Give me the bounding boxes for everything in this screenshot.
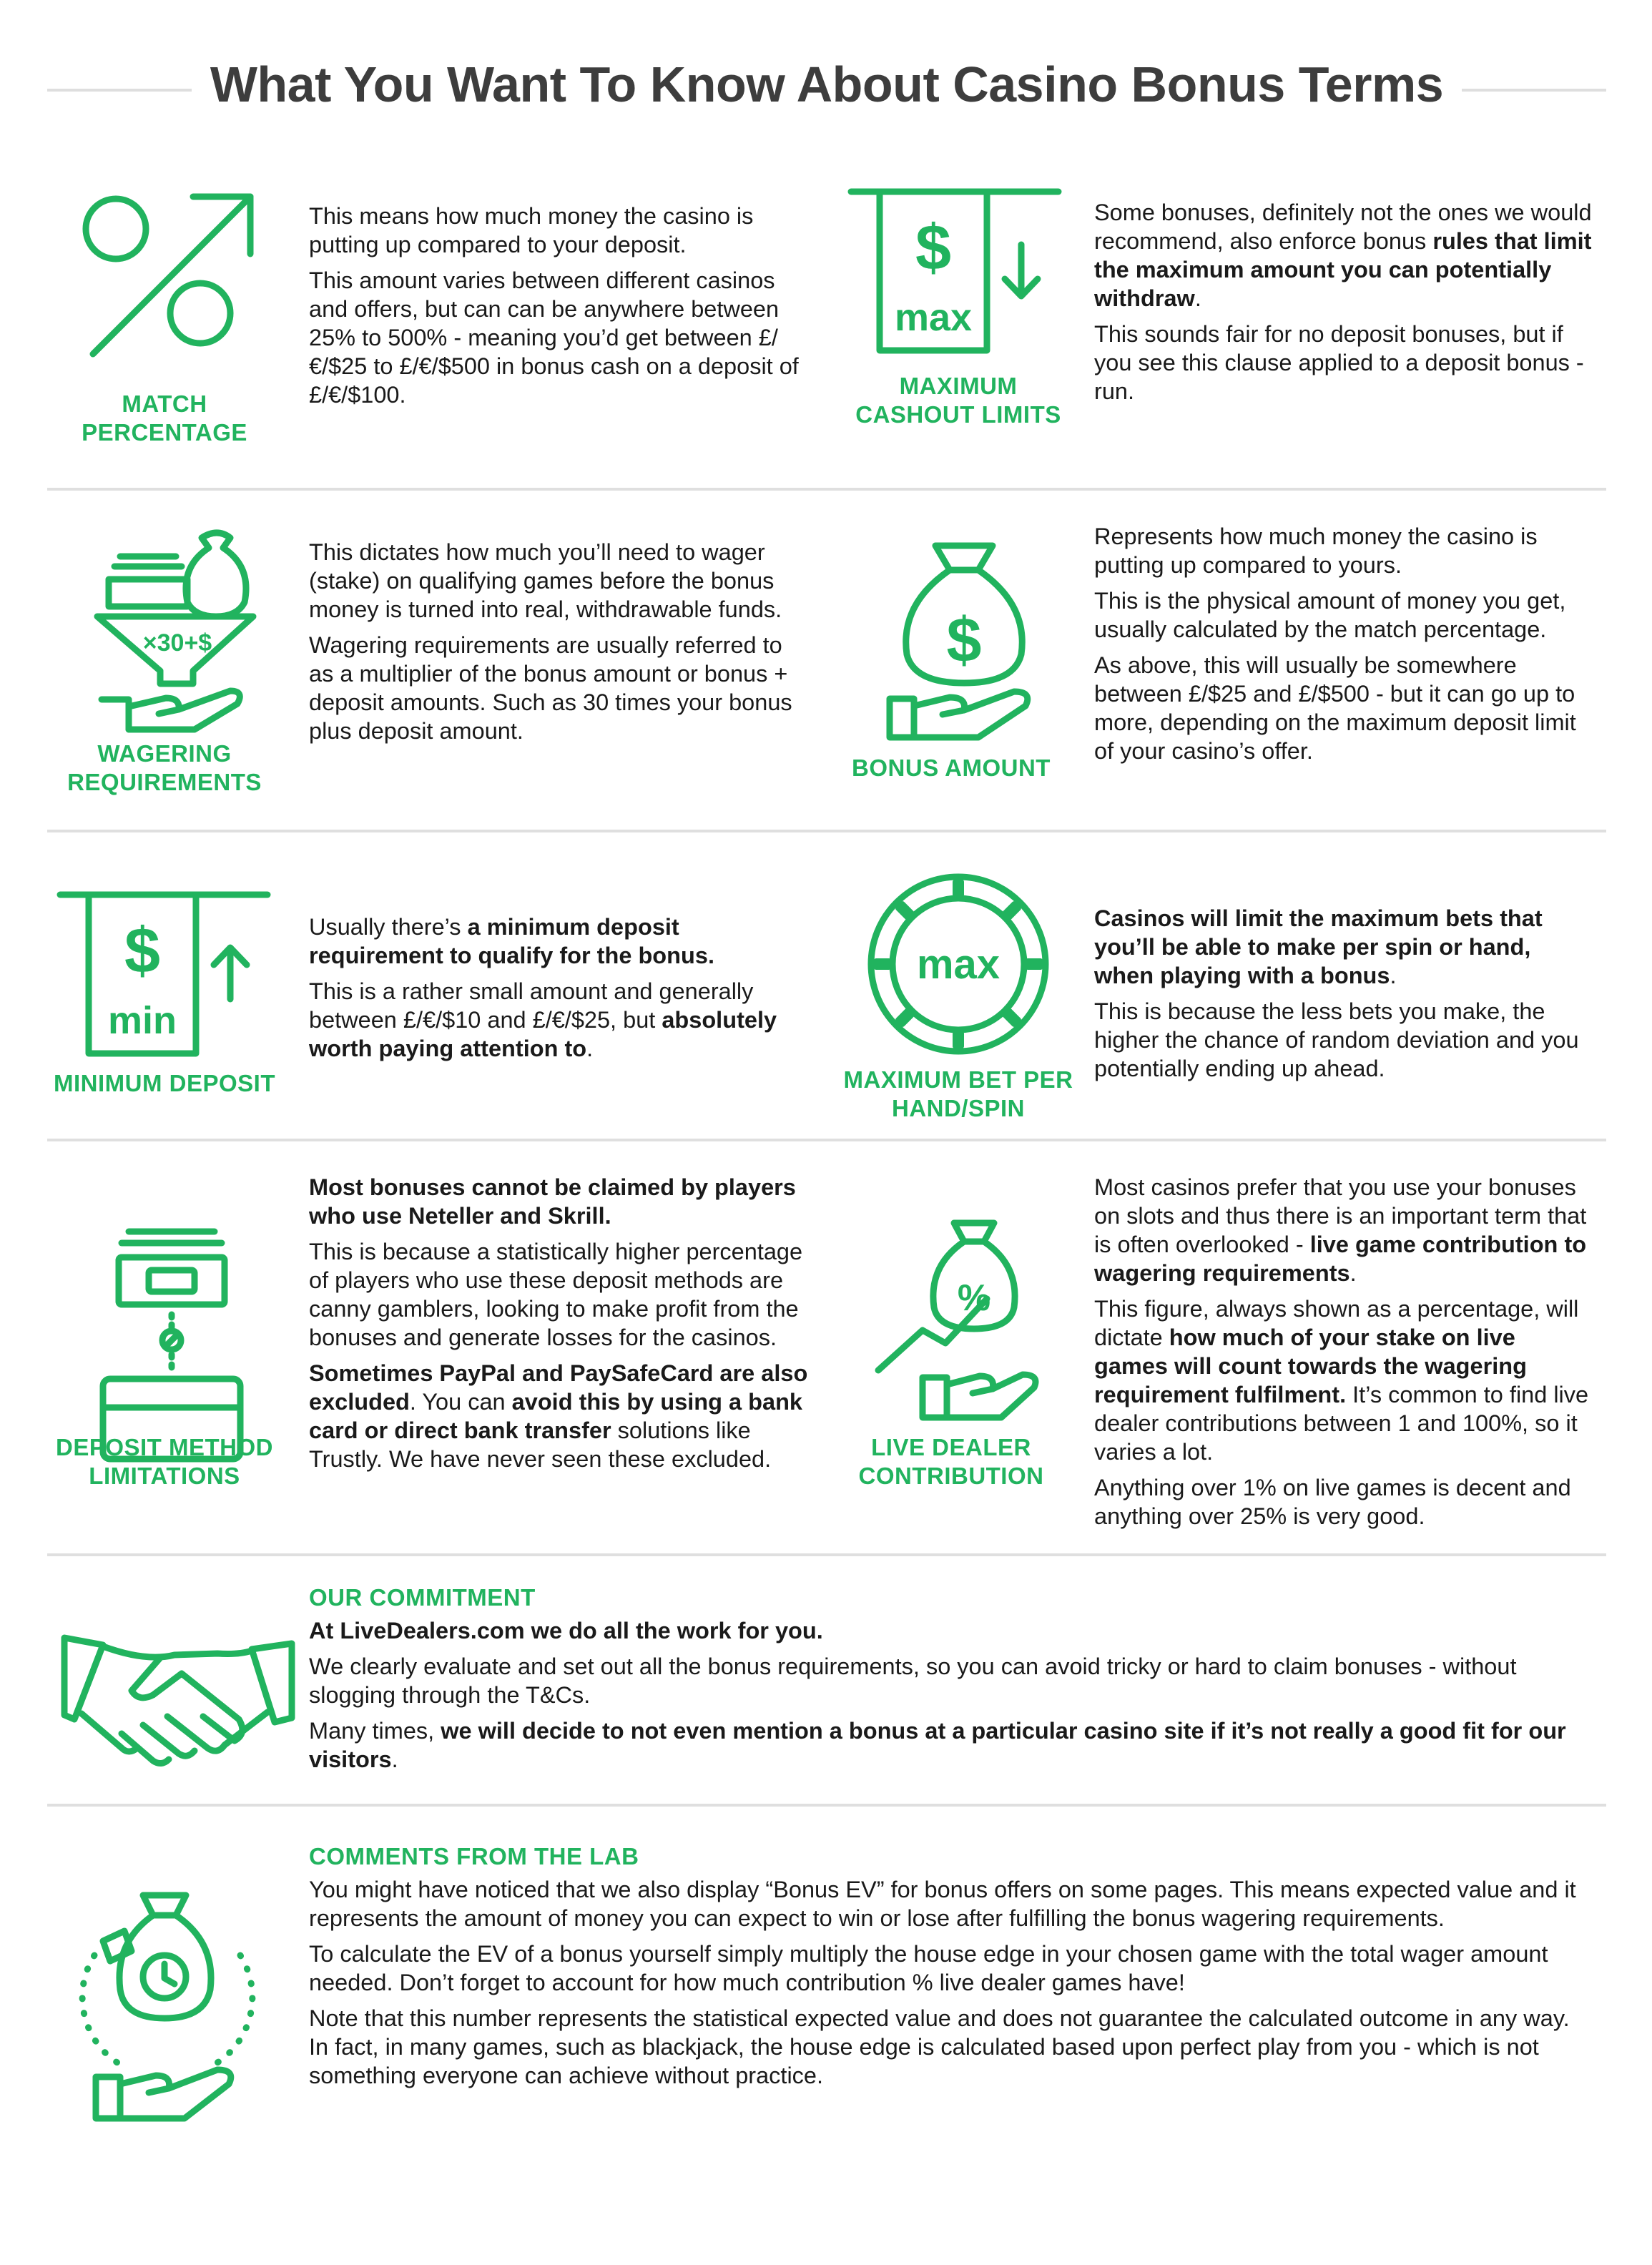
ld-p2-c: It’s common to find live dealer contributions between 1 and 100%, so it varies a lot. — [1094, 1382, 1589, 1465]
bonus-amount-label: BONUS AMOUNT — [852, 755, 1051, 781]
live-dealer-text — [1094, 1173, 1595, 1538]
max-cashout-text — [1094, 198, 1595, 413]
money-bag-hand-icon — [885, 533, 1043, 740]
dm-p3-c: avoid this by using a bank card or direct bank transfer — [309, 1389, 803, 1443]
ld-p2-b: how much of your stake on live games will count towards the wagering requirement fulfilment. — [1094, 1325, 1527, 1407]
maxbet-p1-a: Casinos will limit the maximum bets that you’ll be able to make per spin or hand, when playing with a bonus — [1094, 905, 1543, 988]
commitment-heading: OUR COMMITMENT — [309, 1584, 536, 1611]
min-p2-a: This is a rather small amount and generally between £/€/$10 and £/€/$25, but — [309, 978, 754, 1033]
min-p2-c: . — [586, 1036, 594, 1061]
deposit-method-label: DEPOSIT METHOD LIMITATIONS — [55, 1434, 274, 1489]
handshake-icon — [60, 1633, 296, 1784]
match-p2: This amount varies between different casinos and offers, but can can be anywhere between 25% to 500% - meaning you’d get between £/€/$25 to £/€/$500 in bonus cash on a deposit of £/€/$100. — [309, 267, 799, 408]
divider-3 — [47, 1139, 1606, 1141]
min-p1-a: Usually there’s — [309, 914, 468, 940]
divider-5 — [47, 1804, 1606, 1807]
min-p1-b: a minimum deposit requirement to qualify for the bonus. — [309, 914, 714, 968]
max-bet-text — [1094, 904, 1595, 1090]
commit-p3-c: . — [391, 1746, 398, 1772]
divider-1 — [47, 488, 1606, 491]
cashout-p1 — [1094, 198, 1595, 313]
min-deposit-icon — [60, 890, 275, 1062]
wagering-label: WAGERING REQUIREMENTS — [67, 740, 262, 795]
ld-p1-c: . — [1349, 1260, 1357, 1286]
dm-p3-b: . You can — [409, 1389, 512, 1415]
growth-bag-hand-icon — [872, 1216, 1044, 1430]
commit-p2: We clearly evaluate and set out all the bonus requirements, so you can avoid tricky or hard to claim bonuses - without slogging through the T&Cs. — [309, 1654, 1517, 1708]
dm-p3 — [309, 1359, 810, 1473]
max-cashout-label: MAXIMUM CASHOUT LIMITS — [855, 373, 1061, 428]
ld-p3: Anything over 1% on live games is decent and anything over 25% is very good. — [1094, 1475, 1571, 1529]
min-p2 — [309, 977, 810, 1063]
maxbet-p1 — [1094, 904, 1595, 990]
ld-p2-a: This figure, always shown as a percentage, will dictate — [1094, 1296, 1579, 1350]
match-percentage-label: MATCH PERCENTAGE — [82, 390, 247, 446]
page-title — [47, 56, 1606, 113]
multiplier-glyph: ×30+$ — [142, 629, 212, 657]
bonus-p3: As above, this will usually be somewhere between £/$25 and £/$500 - but it can go up to more, depending on the maximum deposit limit of your casino’s offer. — [1094, 652, 1576, 764]
page-title-text: What You Want To Know About Casino Bonus Terms — [192, 56, 1462, 112]
commit-p3 — [309, 1716, 1589, 1774]
lab-heading: COMMENTS FROM THE LAB — [309, 1843, 639, 1870]
casino-chip-icon — [865, 871, 1051, 1057]
money-bag-clock-hand-icon — [74, 1891, 260, 2127]
dm-p2: This is because a statistically higher percentage of players who use these deposit methods are canny gamblers, looking to make profit from the bonuses and generate losses for the casinos. — [309, 1239, 803, 1350]
match-p1: This means how much money the casino is putting up compared to your deposit. — [309, 203, 754, 257]
lab-p3: Note that this number represents the statistical expected value and does not guarantee the calculated outcome in any way. In fact, in many games, such as blackjack, the house edge is calculated based upon perfect play from you - which is not something everyone can achieve without practice. — [309, 2005, 1570, 2088]
max-glyph: max — [894, 296, 973, 339]
cashout-p2: This sounds fair for no deposit bonuses, but if you see this clause applied to a deposit bonus - run. — [1094, 321, 1584, 404]
maxbet-p1-b: . — [1390, 963, 1397, 988]
commitment-text — [309, 1583, 1589, 1781]
cashout-p1-c: . — [1194, 285, 1201, 311]
commit-p3-a: Many times, — [309, 1718, 441, 1744]
min-deposit-label: MINIMUM DEPOSIT — [54, 1070, 275, 1096]
wagering-text — [309, 538, 810, 752]
min-dollar-glyph: $ — [124, 915, 161, 987]
percent-arrow-icon — [79, 186, 265, 365]
ld-p1-a: Most casinos prefer that you use your bonuses on slots and thus there is an important term that is often overlooked - — [1094, 1174, 1587, 1257]
commit-p1-bold: At LiveDealers.com we do all the work for you. — [309, 1618, 823, 1644]
wagering-funnel-icon — [94, 522, 259, 729]
bonus-p2: This is the physical amount of money you get, usually calculated by the match percentage. — [1094, 588, 1566, 642]
live-dealer-label: LIVE DEALER CONTRIBUTION — [858, 1434, 1044, 1489]
wagering-p1: This dictates how much you’ll need to wager (stake) on qualifying games before the bonus money is turned into real, withdrawable funds. — [309, 539, 782, 622]
min-p2-b: absolutely worth paying attention to — [309, 1007, 777, 1061]
dm-p3-d: solutions like Trustly. We have never seen these excluded. — [309, 1418, 772, 1472]
bonus-p1: Represents how much money the casino is putting up compared to yours. — [1094, 524, 1538, 578]
match-percentage-text — [309, 202, 810, 416]
cashout-p1-a: Some bonuses, definitely not the ones we would recommend, also enforce bonus — [1094, 200, 1592, 254]
lab-text — [309, 1842, 1589, 2097]
dm-p3-a: Sometimes PayPal and PaySafeCard are also excluded — [309, 1360, 808, 1415]
divider-4 — [47, 1553, 1606, 1556]
dm-p1-bold: Most bonuses cannot be claimed by players who use Neteller and Skrill. — [309, 1174, 796, 1229]
dollar-glyph: $ — [915, 212, 952, 284]
commit-p3-b: we will decide to not even mention a bonus at a particular casino site if it’s not really a good fit for our visitors — [309, 1718, 1566, 1772]
chip-max-glyph: max — [916, 941, 1000, 988]
cash-card-restricted-icon — [100, 1227, 243, 1463]
bag-percent-glyph: % — [957, 1277, 991, 1319]
min-p1 — [309, 913, 810, 970]
bag-dollar-glyph: $ — [946, 604, 982, 675]
maxbet-p2: This is because the less bets you make, the higher the chance of random deviation and you potentially ending up ahead. — [1094, 998, 1579, 1081]
lab-p2: To calculate the EV of a bonus yourself simply multiply the house edge in your chosen game with the total wager amount needed. Don’t forget to account for how much contribution % live dealer games have! — [309, 1941, 1548, 1995]
min-glyph: min — [107, 999, 177, 1042]
ld-p2 — [1094, 1294, 1595, 1466]
ld-p1 — [1094, 1173, 1595, 1287]
wagering-p2: Wagering requirements are usually referred to as a multiplier of the bonus amount or bonus + deposit amounts. Such as 30 times your bonus plus deposit amount. — [309, 632, 792, 744]
min-deposit-text — [309, 913, 810, 1070]
divider-2 — [47, 830, 1606, 832]
max-cashout-icon — [851, 187, 1066, 359]
ld-p1-b: live game contribution to wagering requirements — [1094, 1232, 1587, 1286]
bonus-amount-text — [1094, 522, 1595, 772]
lab-p1: You might have noticed that we also display “Bonus EV” for bonus offers on some pages. This means expected value and it represents the amount of money you can expect to win or lose after fulfilling the bonus wagering requirements. — [309, 1877, 1576, 1931]
max-bet-label: MAXIMUM BET PER HAND/SPIN — [843, 1066, 1073, 1121]
title-bar — [47, 43, 1606, 136]
cashout-p1-b: rules that limit the maximum amount you can potentially withdraw — [1094, 228, 1592, 311]
commit-p1 — [309, 1616, 1589, 1645]
dm-p1 — [309, 1173, 810, 1230]
deposit-method-text — [309, 1173, 810, 1480]
